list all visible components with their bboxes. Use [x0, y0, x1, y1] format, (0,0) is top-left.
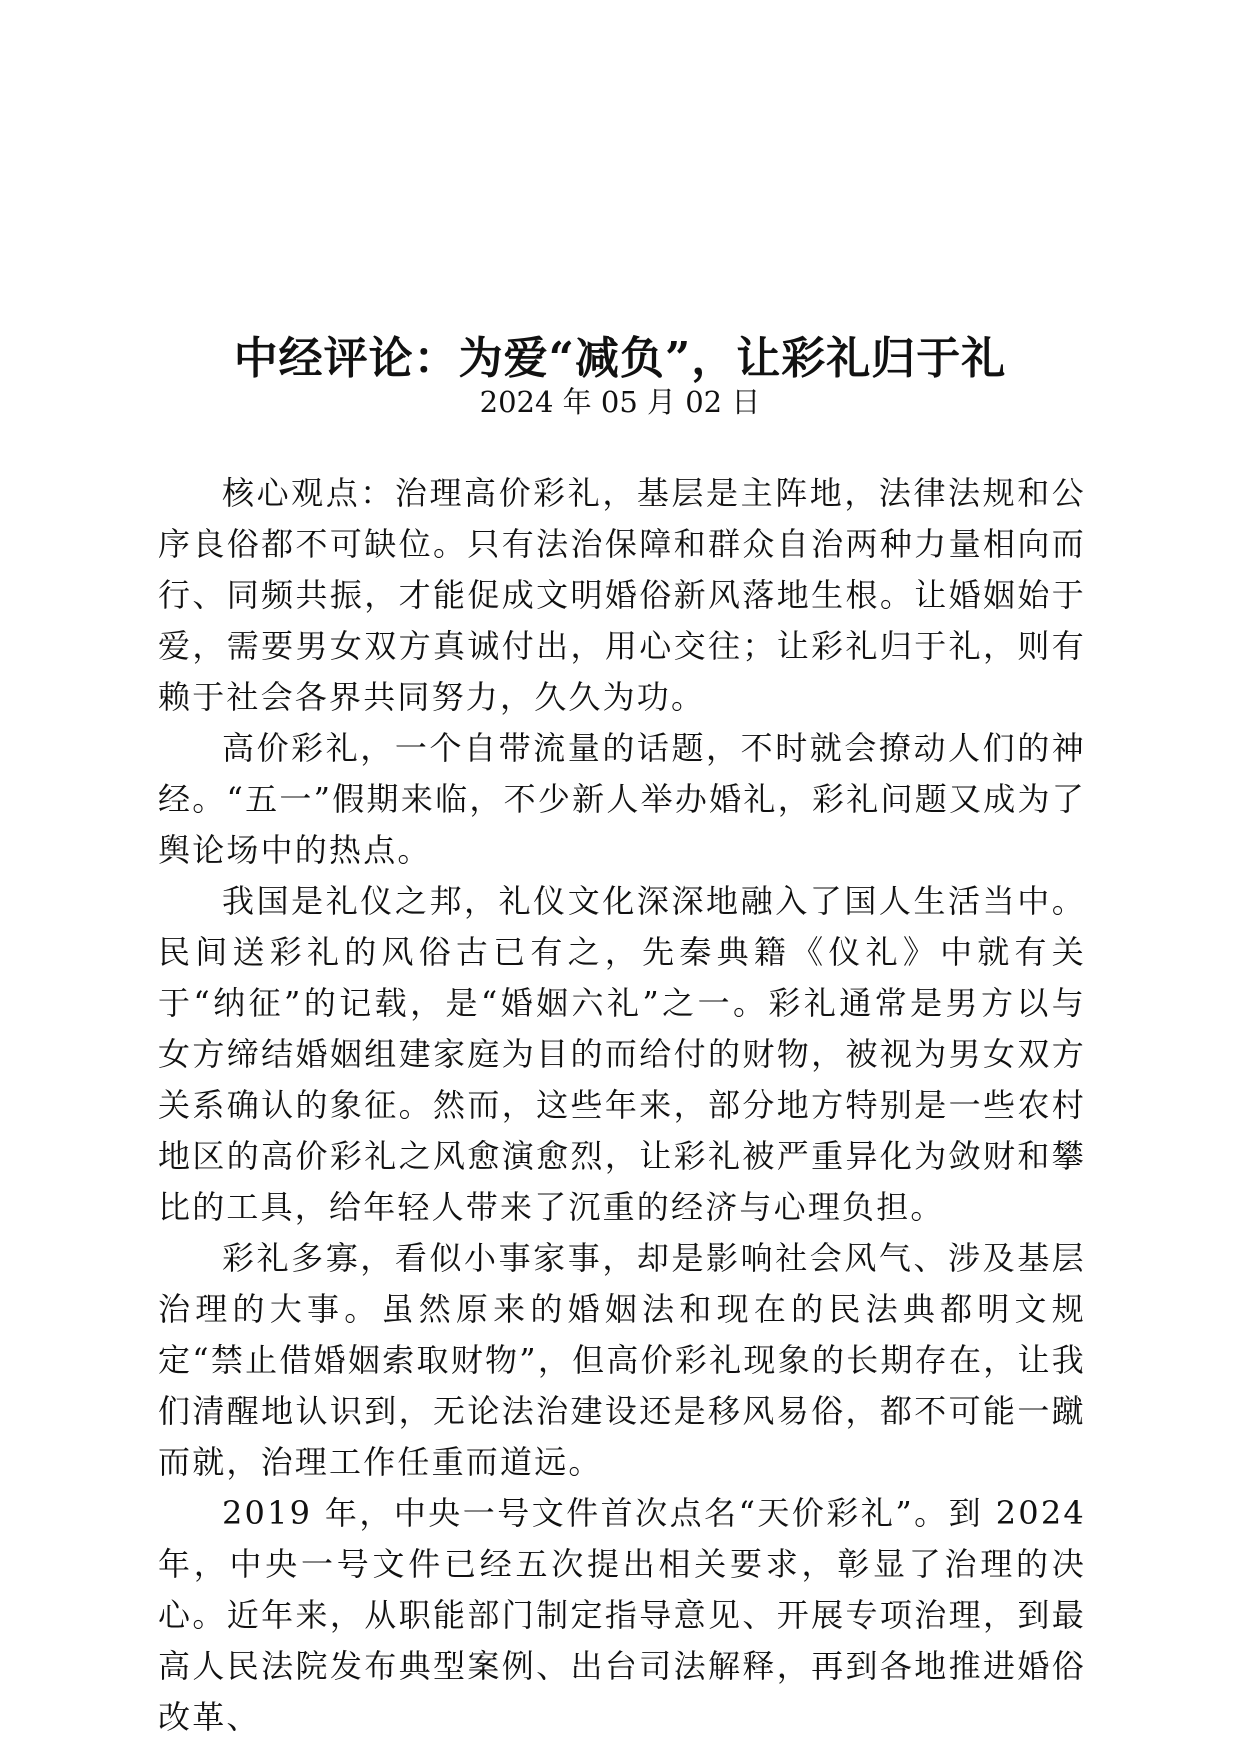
- paragraph: 高价彩礼，一个自带流量的话题，不时就会撩动人们的神经。“五一”假期来临，不少新人举办婚礼，彩礼问题又成为了舆论场中的热点。: [158, 729, 1086, 869]
- paragraph: 我国是礼仪之邦，礼仪文化深深地融入了国人生活当中。民间送彩礼的风俗古已有之，先秦典籍《仪礼》中就有关于“纳征”的记载，是“婚姻六礼”之一。彩礼通常是男方以与女方缔结婚姻组建家庭为目的而给付的财物，被视为男女双方关系确认的象征。然而，这些年来，部分地方特别是一些农村地区的高价彩礼之风愈演愈烈，让彩礼被严重异化为敛财和攀比的工具，给年轻人带来了沉重的经济与心理负担。: [158, 882, 1086, 1226]
- paragraph-core-viewpoint: 核心观点：治理高价彩礼，基层是主阵地，法律法规和公序良俗都不可缺位。只有法治保障和群众自治两种力量相向而行、同频共振，才能促成文明婚俗新风落地生根。让婚姻始于爱，需要男女双方真诚付出，用心交往；让彩礼归于礼，则有赖于社会各界共同努力，久久为功。: [158, 474, 1086, 716]
- article-title: 中经评论：为爱“减负”，让彩礼归于礼: [233, 333, 1007, 385]
- paragraph: 彩礼多寡，看似小事家事，却是影响社会风气、涉及基层治理的大事。虽然原来的婚姻法和现在的民法典都明文规定“禁止借婚姻索取财物”，但高价彩礼现象的长期存在，让我们清醒地认识到，无论法治建设还是移风易俗，都不可能一蹴而就，治理工作任重而道远。: [158, 1239, 1086, 1481]
- paragraph: 2019 年，中央一号文件首次点名“天价彩礼”。到 2024 年，中央一号文件已经五次提出相关要求，彰显了治理的决心。近年来，从职能部门制定指导意见、开展专项治理，到最高人民法院发布典型案例、出台司法解释，再到各地推进婚俗改革、: [158, 1494, 1086, 1736]
- article-date: 2024 年 05 月 02 日: [479, 385, 761, 419]
- article-body: [158, 468, 1086, 1743]
